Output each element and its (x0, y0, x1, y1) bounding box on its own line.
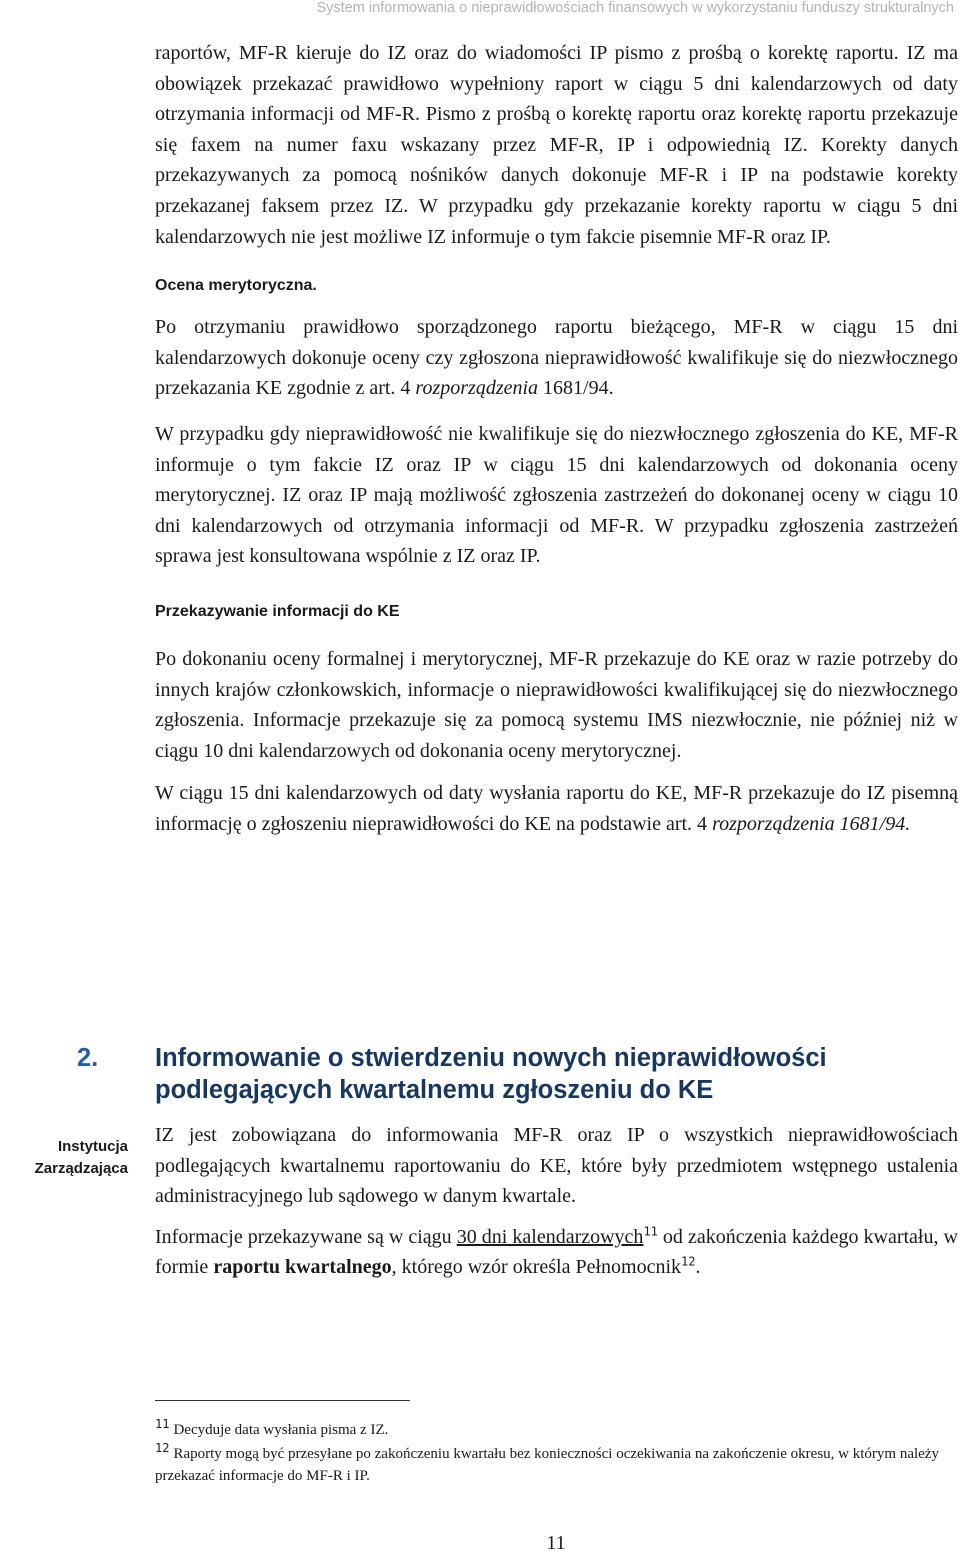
paragraph-ocena-italic: rozporządzenia (415, 377, 539, 400)
footnote-ref-12[interactable]: 12 (681, 1254, 696, 1269)
paragraph-przekazywanie: Po dokonaniu oceny formalnej i merytorycznej, MF-R przekazuje do KE oraz w razie potrzeby do innych krajów członkowskich, informacje o nieprawidłowości kwalifikującej się do niezwłocznego zgłoszenia. Informacje przekazuje się za pomocą systemu IMS niezwłocznie, nie później niż w ciągu 10 dni kalendarzowych od dokonania oceny merytorycznej. (155, 647, 958, 762)
footnote-11 (155, 1419, 945, 1441)
footnote-11-text: Decyduje data wysłania pisma z IZ. (173, 1422, 389, 1438)
section-number: 2. (77, 1044, 99, 1072)
heading-przekazywanie-ke: Przekazywanie informacji do KE (155, 602, 400, 620)
running-header: System informowania o nieprawidłowościach finansowych w wykorzystaniu funduszy strukturalnych (316, 0, 954, 16)
p2-underlined: 30 dni kalendarzowych (456, 1225, 644, 1248)
paragraph-ocena (155, 312, 958, 404)
section-title: Informowanie o stwierdzeniu nowych nieprawidłowości podlegających kwartalnemu zgłoszeniu do KE (155, 1044, 827, 1104)
paragraph-ocena-text: Po otrzymaniu prawidłowo sporządzonego raportu bieżącego, MF-R w ciągu 15 dni kalendarzowych dokonuje oceny czy zgłoszona nieprawidłowość kwalifikuje się do niezwłocznego przekazania KE zgodnie z art. 4 (155, 316, 958, 400)
p2-text-d: . (695, 1256, 701, 1279)
paragraph-ocena-end: 1681/94. (538, 377, 614, 400)
side-label-line2: Zarządzająca (34, 1160, 128, 1177)
section2-content (155, 1120, 958, 1283)
side-label-instytucja (14, 1136, 128, 1180)
footnote-ref-11[interactable]: 11 (643, 1224, 658, 1239)
main-content (155, 38, 958, 839)
paragraph-15-dni (155, 778, 958, 839)
footnote-12-text: Raporty mogą być przesyłane po zakończeniu kwartału bez konieczności oczekiwania na zakończenie okresu, w którym należy przekazać informacje do MF-R i IP. (155, 1446, 939, 1484)
paragraph-informacje-przekazywane (155, 1222, 958, 1283)
p2-text-b: od zakończenia każdego kwartału, w formie (155, 1225, 958, 1279)
paragraph-correction: raportów, MF-R kieruje do IZ oraz do wiadomości IP pismo z prośbą o korektę raportu. IZ ma obowiązek przekazać prawidłowo wypełniony raport w ciągu 5 dni kalendarzowych od daty otrzymania informacji od MF-R. Pismo z prośbą o korektę raportu oraz korektę raportu przekazuje się faxem na numer faxu wskazany przez MF-R, IP i odpowiednią IZ. Korekty danych przekazywanych za pomocą nośników danych dokonuje MF-R i IP na podstawie korekty przekazanej faksem przez IZ. W przypadku gdy przekazanie korekty raportu w ciągu 5 dni kalendarzowych nie jest możliwe IZ informuje o tym fakcie pisemnie MF-R oraz IP. (155, 42, 958, 248)
p2-text-a: Informacje przekazywane są w ciągu (155, 1225, 457, 1248)
page-number: 11 (546, 1532, 566, 1554)
p2-bold: raportu kwartalnego (213, 1256, 392, 1279)
paragraph-15-dni-italic: rozporządzenia 1681/94. (712, 812, 911, 835)
paragraph-15-dni-text: W ciągu 15 dni kalendarzowych od daty wysłania raportu do KE, MF-R przekazuje do IZ pisemną informację o zgłoszeniu nieprawidłowości do KE na podstawie art. 4 (155, 782, 958, 835)
p2-text-c: , którego wzór określa Pełnomocnik (391, 1256, 682, 1279)
footnote-12 (155, 1443, 945, 1487)
footnote-12-number: 12 (155, 1441, 170, 1455)
footnote-11-number: 11 (155, 1417, 170, 1431)
paragraph-niekwalifikuje: W przypadku gdy nieprawidłowość nie kwalifikuje się do niezwłocznego zgłoszenia do KE, MF-R informuje o tym fakcie IZ oraz IP w ciągu 15 dni kalendarzowych od dokonania oceny merytorycznej. IZ oraz IP mają możliwość zgłoszenia zastrzeżeń do dokonanej oceny w ciągu 10 dni kalendarzowych od otrzymania informacji od MF-R. W przypadku zgłoszenia zastrzeżeń sprawa jest konsultowana wspólnie z IZ oraz IP. (155, 422, 958, 568)
paragraph-iz-zobowiazana: IZ jest zobowiązana do informowania MF-R oraz IP o wszystkich nieprawidłowościach podlegających kwartalnemu raportowaniu do KE, które były przedmiotem wstępnego ustalenia administracyjnego lub sądowego w danym kwartale. (155, 1124, 958, 1208)
side-label-line1: Instytucja (57, 1138, 128, 1155)
footnote-separator (155, 1400, 410, 1401)
footnotes (155, 1419, 945, 1489)
heading-ocena-merytoryczna: Ocena merytoryczna. (155, 277, 317, 295)
